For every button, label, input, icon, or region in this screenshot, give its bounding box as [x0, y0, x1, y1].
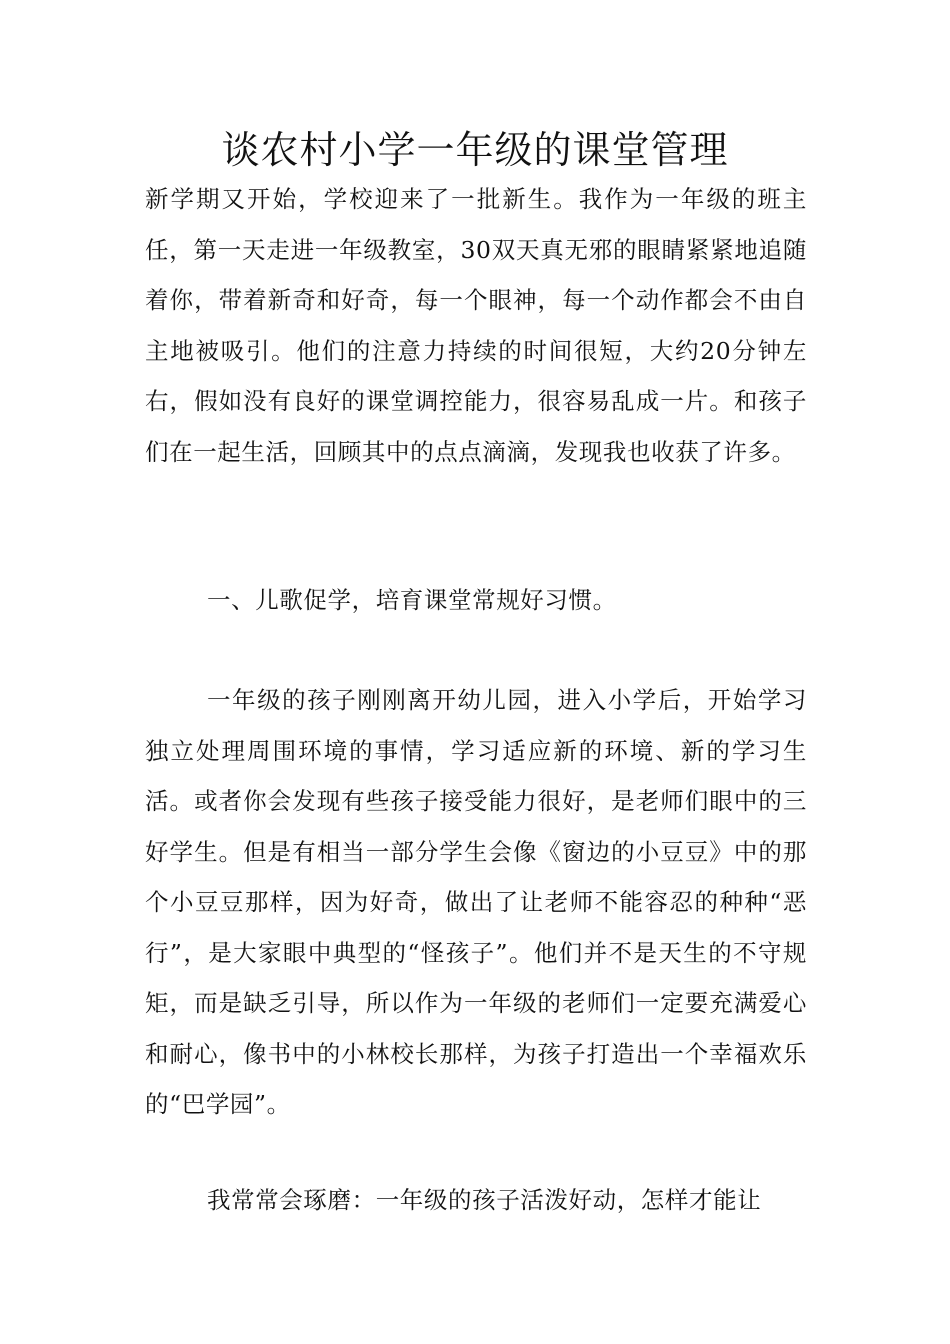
body-paragraph: 一年级的孩子刚刚离开幼儿园，进入小学后，开始学习独立处理周围环境的事情，学习适应新的环境、新的学习生活。或者你会发现有些孩子接受能力很好，是老师们眼中的三好学生。但是有相当一部分学生会像《窗边的小豆豆》中的那个小豆豆那样，因为好奇，做出了让老师不能容忍的种种“恶行”，是大家眼中典型的“怪孩子”。他们并不是天生的不守规矩，而是缺乏引导，所以作为一年级的老师们一定要充满爱心和耐心，像书中的小林校长那样，为孩子打造出一个幸福欢乐的“巴学园”。: [145, 686, 807, 1118]
section-heading: 一、儿歌促学，培育课堂常规好习惯。: [207, 586, 617, 614]
document-title: 谈农村小学一年级的课堂管理: [221, 128, 729, 172]
intro-paragraph: 新学期又开始，学校迎来了一批新生。我作为一年级的班主任，第一天走进一年级教室，30双天真无邪的眼睛紧紧地追随着你，带着新奇和好奇，每一个眼神，每一个动作都会不由自主地被吸引。他们的注意力持续的时间很短，大约20分钟左右，假如没有良好的课堂调控能力，很容易乱成一片。和孩子们在一起生活，回顾其中的点点滴滴，发现我也收获了许多。: [145, 185, 807, 466]
body-paragraph-continued: 我常常会琢磨：一年级的孩子活泼好动，怎样才能让: [207, 1186, 762, 1214]
